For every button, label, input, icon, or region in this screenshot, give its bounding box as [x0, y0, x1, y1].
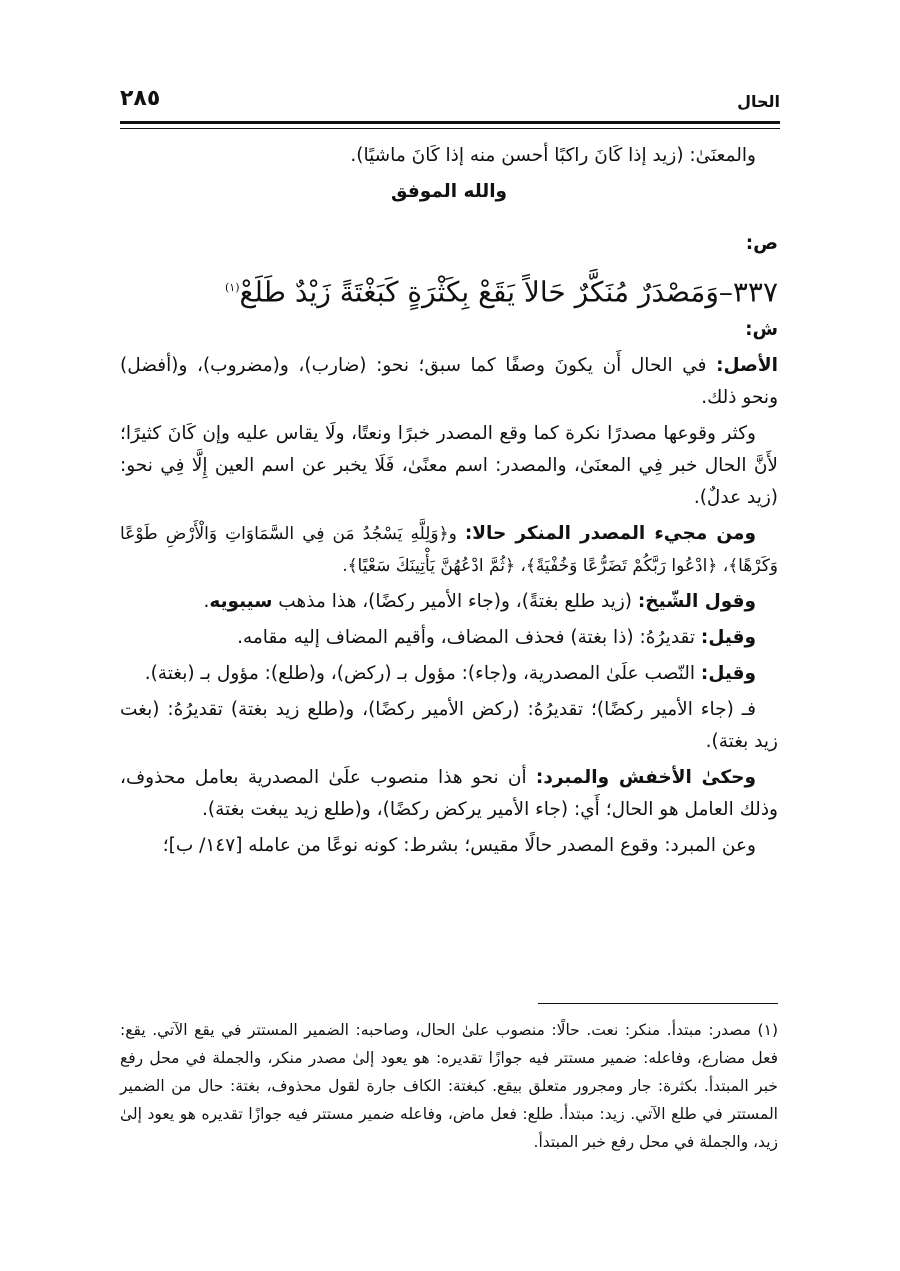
running-title: الحال	[737, 92, 780, 111]
p4-end: .	[203, 591, 210, 613]
p5-text: تقديرُهُ: (ذا بغتة) فحذف المضاف، وأقيم المضاف إليه مقامه.	[237, 627, 701, 649]
footnote-text: (١) مصدر: مبتدأ. منكر: نعت. حالًا: منصوب علىٰ الحال، وصاحبه: الضمير المستتر في يقع الآتي. يقع: فعل مضارع، وفاعله: ضمير مستتر فيه جوازًا تقديره: هو يعود إلىٰ مصدر منكر، والجملة في محل رفع خبر المبتدأ. بكثرة: جار ومجرور متعلق بيقع. كبغتة: الكاف جارة لقول محذوف، بغتة: حال من الضمير المستتر في طلع الآتي. زيد: مبتدأ. طلع: فعل ماض، وفاعله ضمير مستتر فيه جوازًا تقديره هو يعود إلىٰ زيد، والجملة في محل رفع خبر المبتدأ.	[120, 1021, 778, 1151]
p3-text: و﴿وَلِلَّهِ يَسْجُدُ مَن فِي السَّمَاوَاتِ وَالْأَرْضِ طَوْعًا وَكَرْهًا﴾، ﴿ادْعُوا رَبَّكُمْ تَضَرُّعًا وَخُفْيَةً﴾، ﴿ثُمَّ ادْعُهُنَّ يَأْتِينَكَ سَعْيًا﴾.	[120, 524, 778, 577]
paragraph-9: وعن المبرد: وقوع المصدر حالًا مقيس؛ بشرط: كونه نوعًا من عامله [١٤٧/ ب]؛	[162, 835, 756, 857]
paragraph-4	[120, 586, 778, 618]
p3-lead: ومن مجيء المصدر المنكر حالا:	[464, 523, 757, 545]
paragraph-2: وكثر وقوعها مصدرًا نكرة كما وقع المصدر خبرًا ونعتًا، ولَا يقاس عليه وإن كَانَ كثيرًا؛ لأَنَّ الحال خبر فِي المعنَىٰ، والمصدر: اسم معنًىٰ، فَلَا يخبر عن اسم العين إِلَّا فِي نحو: (زيد عدلٌ).	[120, 423, 778, 509]
commentary-label: ش:	[745, 319, 778, 341]
footnote-rule	[538, 1003, 778, 1004]
p6-text: النّصب علَىٰ المصدرية، و(جاء): مؤول بـ (ركض)، و(طلع): مؤول بـ (بغتة).	[144, 663, 701, 685]
paragraph-7: فـ (جاء الأمير ركضًا)؛ تقديرُهُ: (ركض الأمير ركضًا)، و(طلع زيد بغتة) تقديرُهُ: (بغت زيد بغتة).	[120, 699, 778, 753]
footnote	[120, 1016, 778, 1156]
p4-text: (زيد طلع بغتةً)، و(جاء الأمير ركضًا)، هذا مذهب	[272, 591, 638, 613]
header-rule-thin	[120, 128, 780, 129]
page-header	[120, 86, 780, 116]
paragraph-6	[120, 658, 778, 690]
paragraph-8	[120, 762, 778, 826]
meaning-line: والمعنَىٰ: (زيد إذا كَانَ راكبًا أحسن منه إذا كَانَ ماشيًا).	[350, 145, 756, 166]
verse-text: ٣٣٧–وَمَصْدَرٌ مُنَكَّرٌ حَالاً يَقَعْ بِكَثْرَةٍ كَبَغْتَةً زَيْدٌ طَلَعْ	[239, 275, 778, 309]
paragraph-3	[120, 518, 778, 582]
text-label: ص:	[745, 233, 778, 254]
header-rule-thick	[120, 121, 780, 124]
paragraph-5	[120, 622, 778, 654]
p1-lead: الأصل:	[716, 355, 778, 377]
p8-lead: وحكىٰ الأخفش والمبرد:	[535, 767, 756, 789]
paragraph-1	[120, 350, 778, 414]
p8-text: أن نحو هذا منصوب علَىٰ المصدرية بعامل محذوف، وذلك العامل هو الحال؛ أَي: (جاء الأمير يركض ركضًا)، و(طلع زيد يبغت بغتة).	[120, 767, 778, 821]
p4-lead: وقول الشّيخ:	[637, 591, 756, 613]
p1-text: في الحال أَن يكونَ وصفًا كما سبق؛ نحو: (ضارب)، و(مضروب)، و(أفضل) ونحو ذلك.	[120, 355, 778, 409]
footnote-reference: (١)	[224, 281, 240, 294]
p6-lead: وقيل:	[700, 663, 756, 685]
main-text	[120, 140, 778, 866]
page-number: ٢٨٥	[120, 86, 161, 111]
verse-line	[120, 266, 778, 314]
closing-phrase: والله الموفق	[390, 181, 508, 202]
p4-name: سيبويه	[209, 591, 273, 613]
p5-lead: وقيل:	[700, 627, 756, 649]
